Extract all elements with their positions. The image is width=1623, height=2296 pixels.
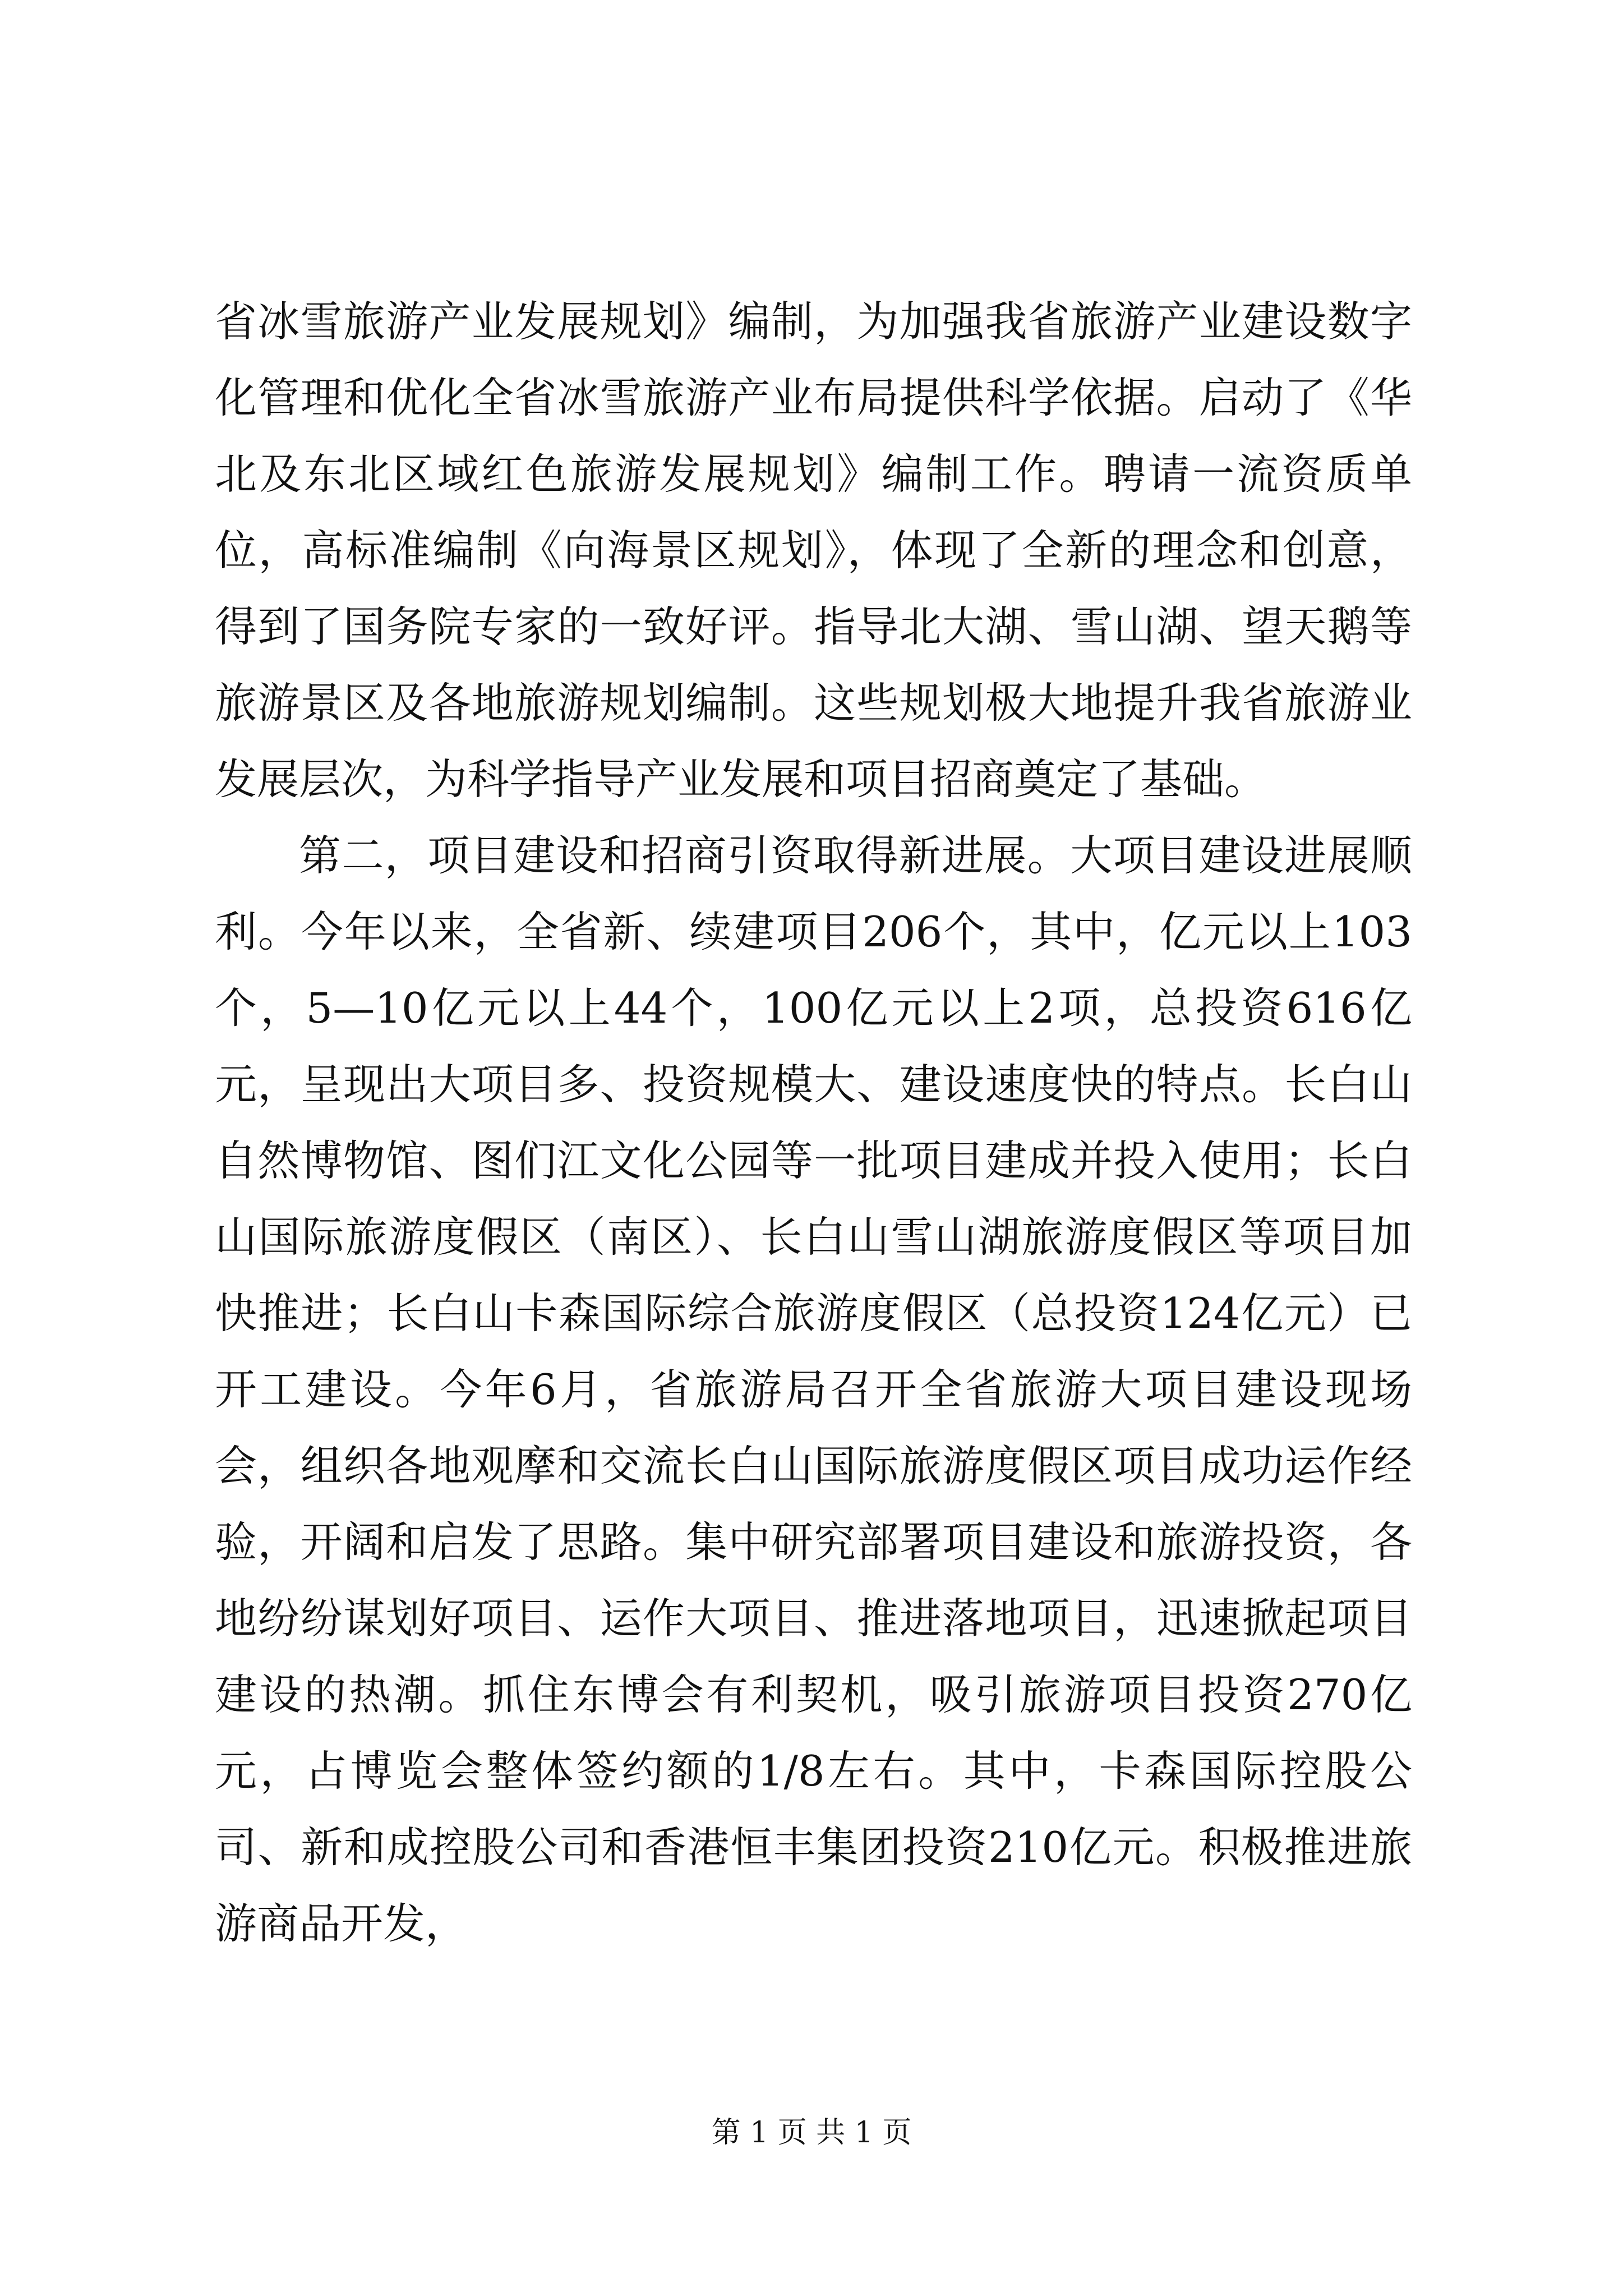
document-body [215,283,1412,1962]
page-footer: 第 1 页 共 1 页 [711,2116,912,2150]
paragraph-continued: 省冰雪旅游产业发展规划》编制，为加强我省旅游产业建设数字化管理和优化全省冰雪旅游产业布局提供科学依据。启动了《华北及东北区域红色旅游发展规划》编制工作。聘请一流资质单位，高标准编制《向海景区规划》，体现了全新的理念和创意，得到了国务院专家的一致好评。指导北大湖、雪山湖、望天鹅等旅游景区及各地旅游规划编制。这些规划极大地提升我省旅游业发展层次，为科学指导产业发展和项目招商奠定了基础。 [215,297,1412,804]
paragraph-project-construction: 第二，项目建设和招商引资取得新进展。大项目建设进展顺利。今年以来，全省新、续建项目206个，其中，亿元以上103个，5—10亿元以上44个，100亿元以上2项，总投资616亿元，呈现出大项目多、投资规模大、建设速度快的特点。长白山自然博物馆、图们江文化公园等一批项目建成并投入使用；长白山国际旅游度假区（南区）、长白山雪山湖旅游度假区等项目加快推进；长白山卡森国际综合旅游度假区（总投资124亿元）已开工建设。今年6月，省旅游局召开全省旅游大项目建设现场会，组织各地观摩和交流长白山国际旅游度假区项目成功运作经验，开阔和启发了思路。集中研究部署项目建设和旅游投资，各地纷纷谋划好项目、运作大项目、推进落地项目，迅速掀起项目建设的热潮。抓住东博会有利契机，吸引旅游项目投资270亿元，占博览会整体签约额的1/8左右。其中，卡森国际控股公司、新和成控股公司和香港恒丰集团投资210亿元。积极推进旅游商品开发， [215,831,1412,1948]
